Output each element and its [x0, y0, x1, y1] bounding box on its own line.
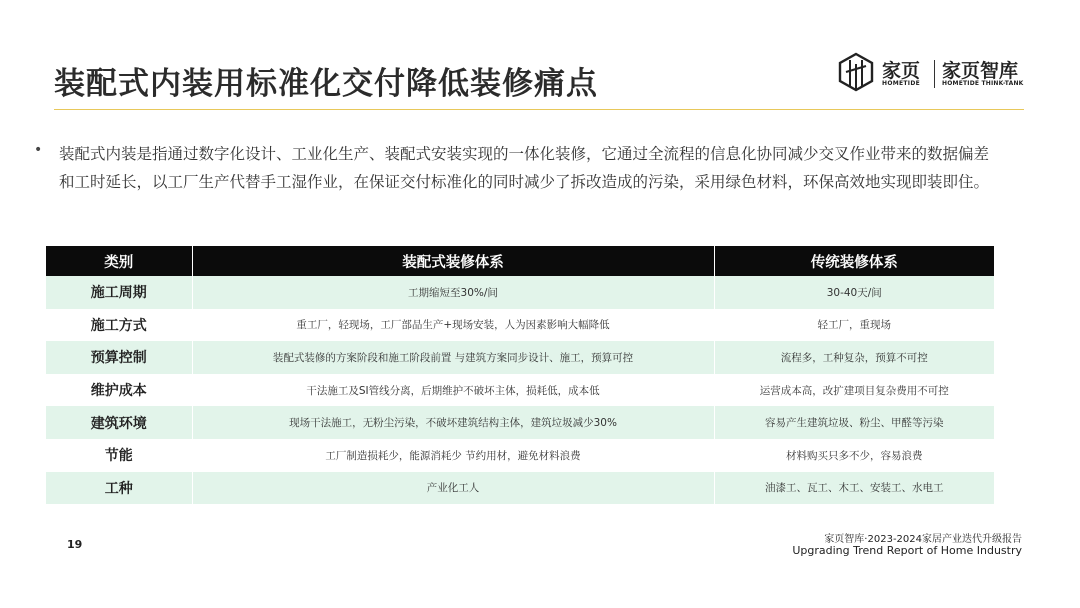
row-prefab: 工期缩短至30%/间	[192, 276, 714, 309]
row-traditional: 运营成本高，改扩建项目复杂费用不可控	[714, 374, 994, 407]
intro-text: 装配式内装是指通过数字化设计、工业化生产、装配式安装实现的一体化装修，它通过全流程的信息化协同减少交叉作业带来的数据偏差和工时延长，以工厂生产代替手工湿作业，在保证交付标准化的同时减少了拆改造成的污染，采用绿色材料，环保高效地实现即装即住。	[59, 145, 990, 191]
row-prefab: 装配式装修的方案阶段和施工阶段前置 与建筑方案同步设计、施工，预算可控	[192, 341, 714, 374]
table-row	[46, 276, 994, 309]
row-category: 建筑环境	[46, 406, 192, 439]
row-category: 预算控制	[46, 341, 192, 374]
logo-separator	[934, 60, 935, 88]
row-traditional: 材料购买只多不少，容易浪费	[714, 439, 994, 472]
row-category: 维护成本	[46, 374, 192, 407]
row-prefab: 现场干法施工，无粉尘污染，不破坏建筑结构主体，建筑垃圾减少30%	[192, 406, 714, 439]
report-title-cn: 家页智库·2023-2024家居产业迭代升级报告	[824, 534, 1022, 545]
row-traditional: 容易产生建筑垃圾、粉尘、甲醛等污染	[714, 406, 994, 439]
row-traditional: 油漆工、瓦工、木工、安装工、水电工	[714, 472, 994, 505]
table-row	[46, 406, 994, 439]
row-traditional: 流程多，工种复杂，预算不可控	[714, 341, 994, 374]
table-header-row	[46, 246, 994, 276]
table-row	[46, 309, 994, 342]
row-prefab: 工厂制造损耗少，能源消耗少 节约用材，避免材料浪费	[192, 439, 714, 472]
table-row	[46, 374, 994, 407]
table-row	[46, 341, 994, 374]
header-traditional: 传统装修体系	[714, 246, 994, 276]
row-category: 施工方式	[46, 309, 192, 342]
hometide-logo	[838, 52, 1028, 96]
row-traditional: 轻工厂，重现场	[714, 309, 994, 342]
title-divider	[54, 109, 1024, 110]
comparison-table	[46, 246, 994, 504]
logo-brand-english: HOMETIDE	[882, 80, 920, 87]
hometide-logo-icon	[838, 52, 874, 92]
table-row	[46, 439, 994, 472]
page-number: 19	[67, 538, 83, 551]
header-prefab: 装配式装修体系	[192, 246, 714, 276]
intro-paragraph	[34, 140, 994, 196]
row-category: 节能	[46, 439, 192, 472]
row-prefab: 产业化工人	[192, 472, 714, 505]
header-category: 类别	[46, 246, 192, 276]
logo-think-tank-text: 家页智库	[942, 60, 1019, 82]
row-traditional: 30-40天/间	[714, 276, 994, 309]
row-category: 工种	[46, 472, 192, 505]
table-row	[46, 472, 994, 505]
row-prefab: 干法施工及SI管线分离，后期维护不破坏主体，损耗低，成本低	[192, 374, 714, 407]
logo-think-tank-english: HOMETIDE THINK-TANK	[942, 80, 1024, 87]
page-title: 装配式内装用标准化交付降低装修痛点	[54, 66, 598, 102]
logo-brand-text: 家页	[882, 60, 921, 82]
bullet-dot: •	[34, 142, 43, 158]
report-title-en: Upgrading Trend Report of Home Industry	[792, 544, 1022, 557]
row-category: 施工周期	[46, 276, 192, 309]
row-prefab: 重工厂，轻现场，工厂部品生产+现场安装，人为因素影响大幅降低	[192, 309, 714, 342]
